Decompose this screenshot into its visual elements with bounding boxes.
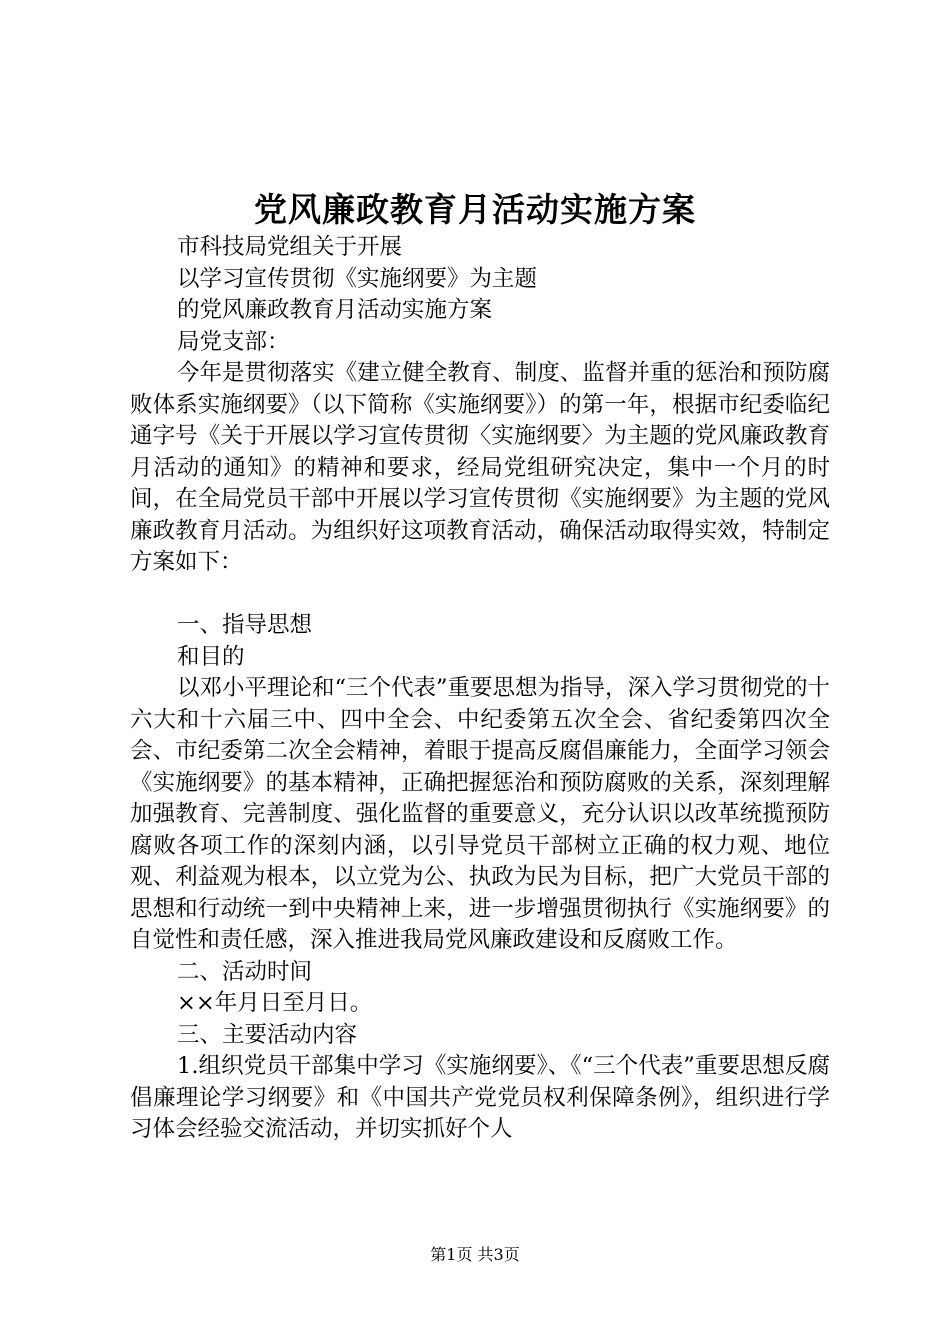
heading-line-2: 以学习宣传贯彻《实施纲要》为主题: [177, 265, 538, 292]
intro-paragraph: 今年是贯彻落实《建立健全教育、制度、监督并重的惩治和预防腐败体系实施纲要》（以下简称《实施纲要》）的第一年，根据市纪委临纪通字号《关于开展以学习宣传贯彻〈实施纲要〉为主题的党风廉政教育月活动的通知》的精神和要求，经局党组研究决定，集中一个月的时间，在全局党员干部中开展以学习宣传贯彻《实施纲要》为主题的党风廉政教育月活动。为组织好这项教育活动，确保活动取得实效，特制定方案如下：: [130, 360, 830, 575]
paragraph-gap: [130, 579, 830, 611]
heading-line-3: 的党风廉政教育月活动实施方案: [177, 297, 493, 323]
addressee-line: 局党支部：: [177, 328, 290, 355]
section2-heading: 二、活动时间: [177, 958, 313, 985]
document-title: 党风廉政教育月活动实施方案: [254, 190, 696, 229]
section1-paragraph: 以邓小平理论和“三个代表”重要思想为指导，深入学习贯彻党的十六大和十六届三中、四中全会、中纪委第五次全会、省纪委第四次全会、市纪委第二次全会精神，着眼于提高反腐倡廉能力，全面学习领会《实施纲要》的基本精神，正确把握惩治和预防腐败的关系，深刻理解加强教育、完善制度、强化监督的重要意义，充分认识以改革统揽预防腐败各项工作的深刻内涵，以引导党员干部树立正确的权力观、地位观、利益观为根本，以立党为公、执政为民为目标，把广大党员干部的思想和行动统一到中央精神上来，进一步增强贯彻执行《实施纲要》的自觉性和责任感，深入推进我局党风廉政建设和反腐败工作。: [130, 675, 831, 953]
section1-heading: 一、指导思想: [177, 612, 313, 638]
document-body: [130, 232, 830, 1146]
heading-line-1: 市科技局党组关于开展: [177, 234, 403, 260]
section3-paragraph: 1.组织党员干部集中学习《实施纲要》、《“三个代表”重要思想反腐倡廉理论学习纲要》和《中国共产党党员权利保障条例》，组织进行学习体会经验交流活动，并切实抓好个人: [130, 1053, 830, 1142]
section2-text: ××年月日至月日。: [177, 990, 373, 1016]
section1-subheading: 和目的: [177, 643, 245, 670]
section3-heading: 三、主要活动内容: [177, 1021, 358, 1048]
page-footer: 第1页 共3页: [430, 1245, 520, 1264]
